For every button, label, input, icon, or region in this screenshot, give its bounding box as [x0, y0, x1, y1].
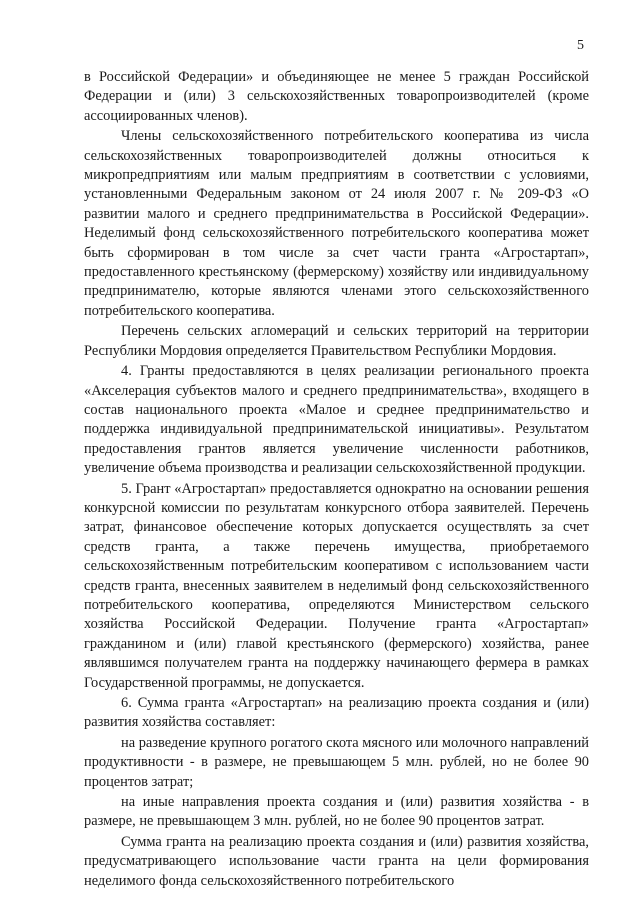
paragraph-item-6: 6. Сумма гранта «Агростартап» на реализацию проекта создания и (или) развития хозяйства составляет: [84, 695, 589, 731]
paragraph-grant-sum: Сумма гранта на реализацию проекта создания и (или) развития хозяйства, предусматривающего использование части гранта на цели формирования неделимого фонда сельскохозяйственного потребительского [84, 833, 589, 889]
paragraph-agglomerations-list: Перечень сельских агломераций и сельских территорий на территории Республики Мордовия определяется Правительством Республики Мордовия. [84, 323, 589, 359]
paragraph-other-directions: на иные направления проекта создания и (или) развития хозяйства - в размере, не превышающем 3 млн. рублей, но не более 90 процентов затрат. [84, 794, 589, 830]
page-number: 5 [577, 38, 584, 53]
paragraph-cattle-breeding: на разведение крупного рогатого скота мясного или молочного направлений продуктивности - в размере, не превышающем 5 млн. рублей, но не более 90 процентов затрат; [84, 734, 589, 790]
paragraph-continuation: в Российской Федерации» и объединяющее не менее 5 граждан Российской Федерации и (или) 3 сельскохозяйственных товаропроизводителей (кроме ассоциированных членов). [84, 69, 589, 124]
document-body [84, 68, 589, 891]
paragraph-item-5: 5. Грант «Агростартап» предоставляется однократно на основании решения конкурсной комиссии по результатам конкурсного отбора заявителей. Перечень затрат, финансовое обеспечение которых допускается осуществлять за счет средств гранта, а также перечень имущества, приобретаемого сельскохозяйственным потребительским кооперативом с использованием части средств гранта, внесенных заявителем в неделимый фонд сельскохозяйственного потребительского кооператива, определяются Министерством сельского хозяйства Российской Федерации. Получение гранта «Агростартап» гражданином и (или) главой крестьянского (фермерского) хозяйства, ранее являвшимся получателем гранта на поддержку начинающего фермера в рамках Государственной программы, не допускается. [84, 480, 589, 691]
paragraph-cooperative-members: Члены сельскохозяйственного потребительского кооператива из числа сельскохозяйственных товаропроизводителей должны относиться к микропредприятиям или малым предприятиям в соответствии с условиями, установленными Федеральным законом от 24 июля 2007 г. № 209-ФЗ «О развитии малого и среднего предпринимательства в Российской Федерации». Неделимый фонд сельскохозяйственного потребительского кооператива может быть сформирован в том числе за счет части гранта «Агростартап», предоставленного крестьянскому (фермерскому) хозяйству или индивидуальному предпринимателю, которые являются членами этого сельскохозяйственного потребительского кооператива. [84, 128, 589, 319]
paragraph-item-4: 4. Гранты предоставляются в целях реализации регионального проекта «Акселерация субъектов малого и среднего предпринимательства», входящего в состав национального проекта «Малое и среднее предпринимательство и поддержка индивидуальной предпринимательской инициативы». Результатом предоставления грантов является увеличение численности работников, увеличение объема производства и реализации сельскохозяйственной продукции. [84, 363, 589, 477]
